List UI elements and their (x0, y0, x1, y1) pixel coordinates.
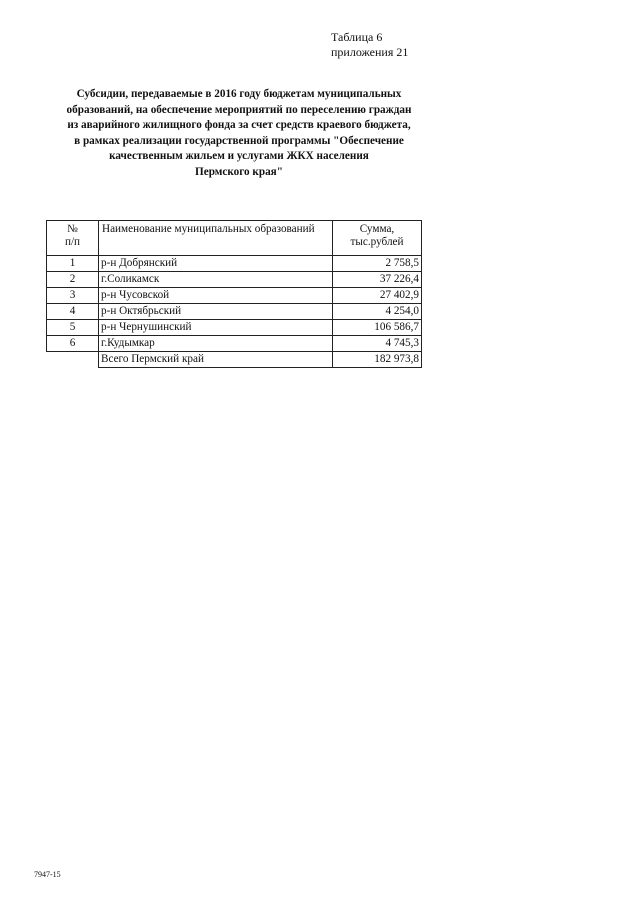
row-number: 3 (47, 288, 99, 304)
total-sum: 182 973,8 (333, 352, 422, 368)
row-name: р-н Чусовской (99, 288, 333, 304)
header-number-line2: п/п (64, 236, 81, 248)
header-name: Наименование муниципальных образований (99, 221, 333, 256)
row-sum: 106 586,7 (333, 320, 422, 336)
document-title: Субсидии, передаваемые в 2016 году бюджетам муниципальных образований, на обеспечение мероприятий по переселению граждан из аварийного жилищного фонда за счет средств краевого бюджета, в рамках реализации государственной программы "Обеспечение качественным жильем и услугами ЖКХ населения Пермского края" (66, 88, 412, 178)
row-sum: 4 745,3 (333, 336, 422, 352)
table-header-row (47, 221, 422, 256)
row-sum: 37 226,4 (333, 272, 422, 288)
row-name: р-н Чернушинский (99, 320, 333, 336)
row-name: г.Соликамск (99, 272, 333, 288)
table-row (47, 256, 422, 272)
subsidies-table (46, 220, 422, 368)
table-row (47, 304, 422, 320)
row-sum: 2 758,5 (333, 256, 422, 272)
header-number-line1: № (67, 223, 78, 235)
total-number-cell (47, 352, 99, 368)
row-sum: 4 254,0 (333, 304, 422, 320)
row-number: 2 (47, 272, 99, 288)
row-name: р-н Октябрьский (99, 304, 333, 320)
row-name: р-н Добрянский (99, 256, 333, 272)
row-number: 5 (47, 320, 99, 336)
row-sum: 27 402,9 (333, 288, 422, 304)
table-row (47, 288, 422, 304)
header-sum-line1: Сумма, (359, 223, 395, 235)
total-name: Всего Пермский край (99, 352, 333, 368)
header-number (47, 221, 99, 256)
table-row (47, 272, 422, 288)
row-number: 6 (47, 336, 99, 352)
table-row (47, 336, 422, 352)
table-number: Таблица 6 (331, 30, 383, 44)
table-reference (331, 30, 408, 60)
appendix-number: приложения 21 (331, 45, 409, 59)
header-sum-line2: тыс.рублей (350, 236, 404, 248)
row-name: г.Кудымкар (99, 336, 333, 352)
total-row (47, 352, 422, 368)
table-row (47, 320, 422, 336)
row-number: 4 (47, 304, 99, 320)
row-number: 1 (47, 256, 99, 272)
header-sum (333, 221, 422, 256)
document-code: 7947-15 (34, 870, 61, 879)
